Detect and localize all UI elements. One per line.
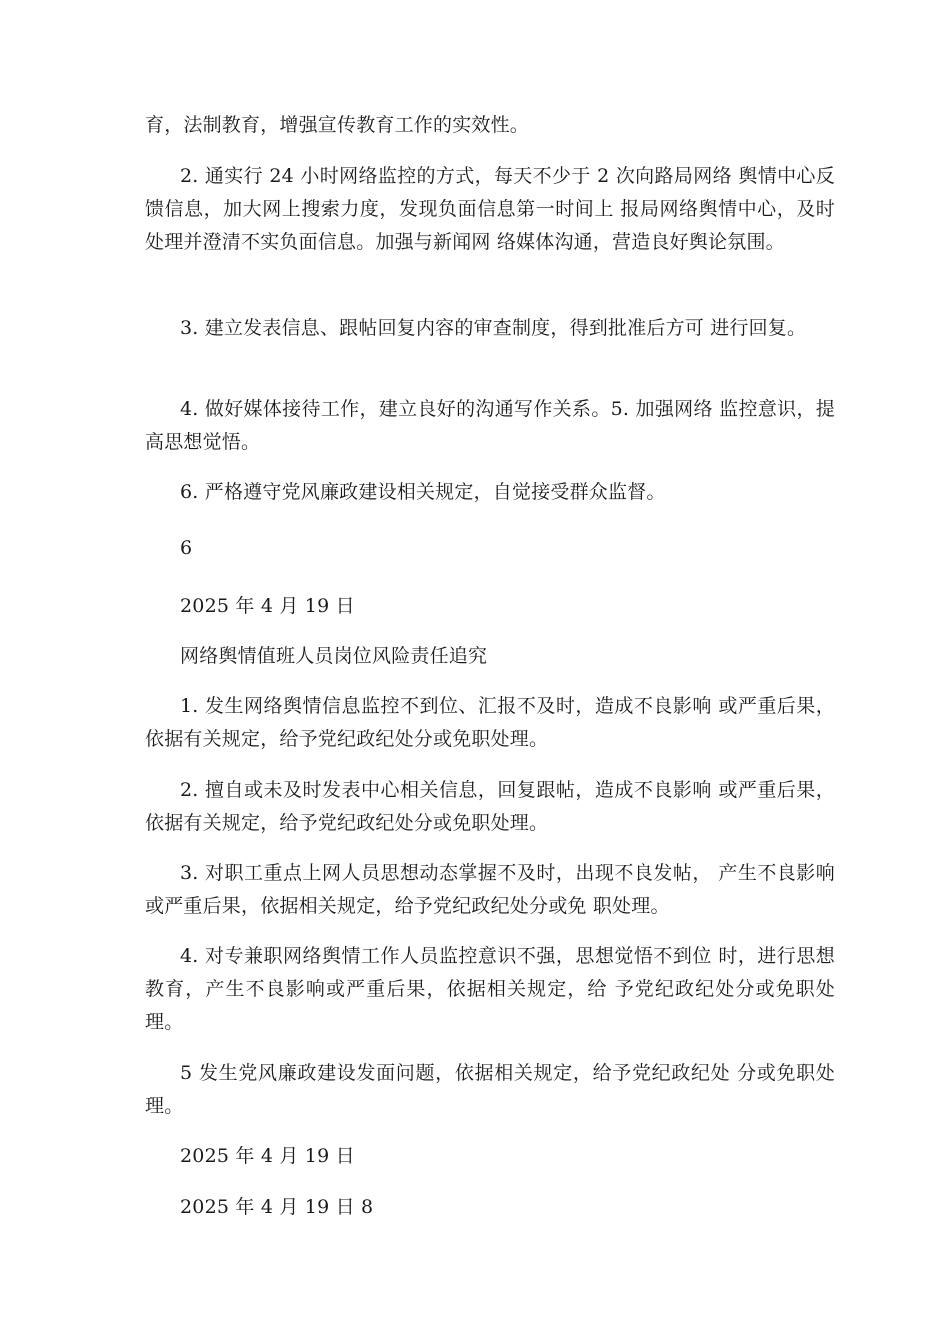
- paragraph-item-6: 6. 严格遵守党风廉政建设相关规定，自觉接受群众监督。: [180, 481, 666, 503]
- risk-item-3: 3. 对职工重点上网人员思想动态掌握不及时，出现不良发帖， 产生不良影响或严重后果，依据相关规定，给予党纪政纪处分或免 职处理。: [145, 862, 835, 917]
- paragraph-item-4-5: 4. 做好媒体接待工作，建立良好的沟通写作关系。5. 加强网络 监控意识，提高思想觉悟。: [145, 398, 835, 453]
- risk-item-5: 5 发生党风廉政建设发面问题，依据相关规定，给予党纪政纪处 分或免职处理。: [145, 1062, 835, 1117]
- date-line-3: 2025 年 4 月 19 日 8: [180, 1196, 374, 1218]
- paragraph-continuation: 育，法制教育，增强宣传教育工作的实效性。: [145, 114, 530, 136]
- risk-item-2: 2. 擅自或未及时发表中心相关信息，回复跟帖，造成不良影响 或严重后果，依据有关规定，给予党纪政纪处分或免职处理。: [145, 779, 835, 834]
- date-line-2: 2025 年 4 月 19 日: [180, 1145, 355, 1167]
- paragraph-item-2: 2. 通实行 24 小时网络监控的方式，每天不少于 2 次向路局网络 舆情中心反馈信息，加大网上搜索力度，发现负面信息第一时间上 报局网络舆情中心，及时处理并澄清不实负面信息。加强与新闻网 络媒体沟通，营造良好舆论氛围。: [145, 165, 835, 253]
- paragraph-item-3: 3. 建立发表信息、跟帖回复内容的审查制度，得到批准后方可 进行回复。: [180, 317, 807, 339]
- page-number-6: 6: [180, 537, 193, 559]
- section-heading: 网络舆情值班人员岗位风险责任追究: [180, 645, 488, 667]
- risk-item-4: 4. 对专兼职网络舆情工作人员监控意识不强，思想觉悟不到位 时，进行思想教育，产生不良影响或严重后果，依据相关规定，给 予党纪政纪处分或免职处理。: [145, 945, 835, 1033]
- date-line-1: 2025 年 4 月 19 日: [180, 595, 355, 617]
- risk-item-1: 1. 发生网络舆情信息监控不到位、汇报不及时，造成不良影响 或严重后果，依据有关规定，给予党纪政纪处分或免职处理。: [145, 695, 835, 750]
